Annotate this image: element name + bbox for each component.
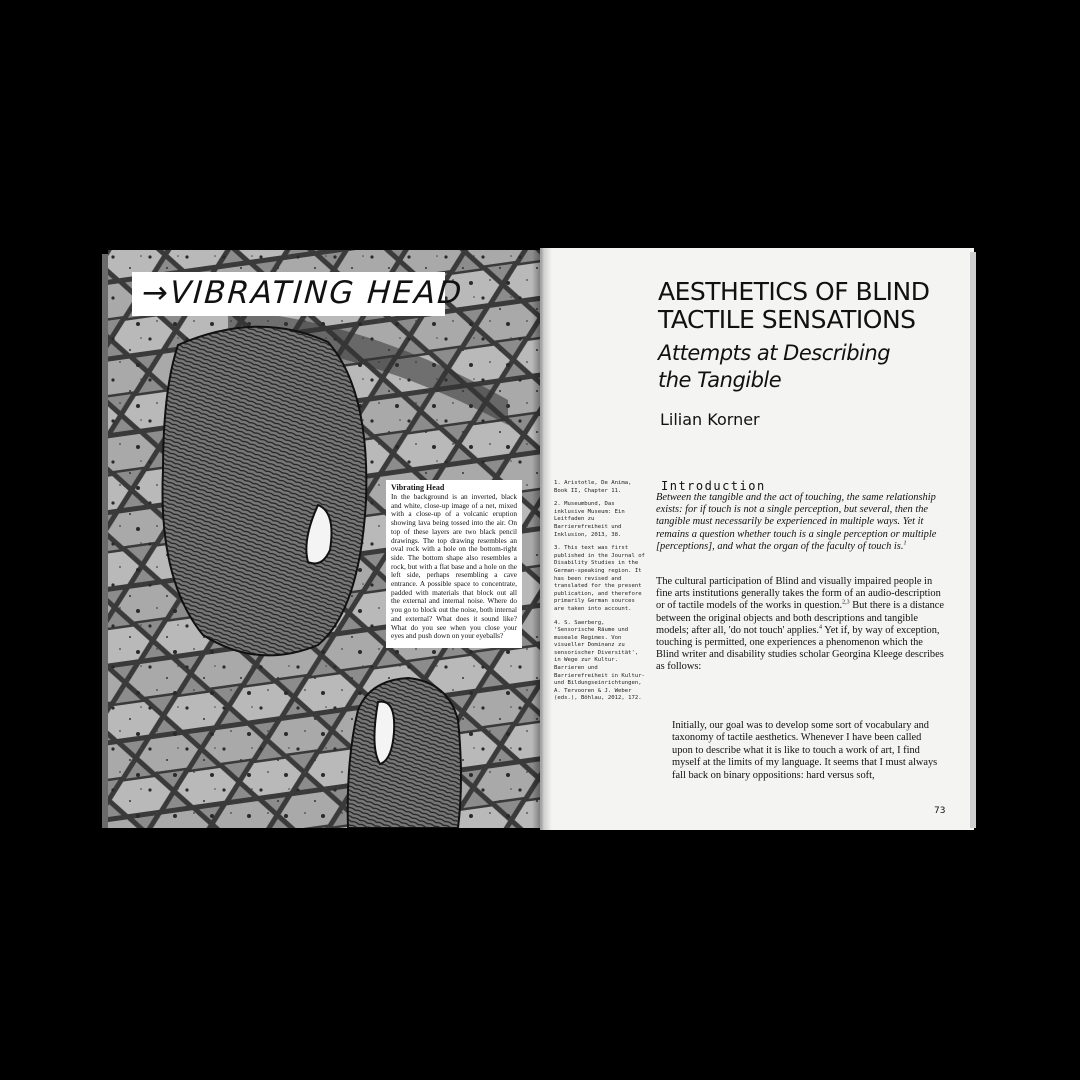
- paragraph-part-3: Yet if, by way of exception, touching is permitted, one experiences a phenomenon which the Blind writer and disability studies scholar Georgina Kleege describes as follows:: [656, 624, 944, 673]
- article-title-line-1: AESTHETICS OF BLIND: [658, 277, 930, 306]
- page-number: 73: [934, 806, 946, 816]
- magazine-spread: [108, 248, 974, 830]
- block-quote: Initially, our goal was to develop some sort of vocabulary and taxonomy of tactile aesthetics. Whenever I have been called upon to describe what it is like to touch a work of art, I find myself at the limits of my language. It seems that I must always fall back on binary oppositions: hard versus soft,: [672, 720, 938, 781]
- caption-title: Vibrating Head: [391, 483, 445, 492]
- handwritten-title-label: [132, 272, 465, 316]
- note-ref-4: 4: [819, 624, 823, 631]
- page-edge-right: [970, 252, 976, 828]
- footnote-3: 3. This text was first published in the Journal of Disability Studies in the German-speaking region. It has been revised and translated for the present publication, and therefore primarily German sources are taken into account.: [554, 545, 645, 612]
- epigraph: [656, 492, 948, 553]
- article-subtitle-line-2: the Tangible: [658, 368, 782, 392]
- article-title-line-2: TACTILE SENSATIONS: [658, 305, 916, 334]
- body-paragraph: [656, 576, 948, 674]
- article-subtitle: [658, 340, 958, 394]
- right-page: [540, 248, 974, 830]
- handwritten-title: →VIBRATING HEAD: [140, 275, 465, 311]
- paragraph-part-2: But there is a distance between the original objects and both descriptions and tangible models; after all, 'do not touch' applies.: [656, 600, 944, 636]
- footnotes: [554, 480, 646, 709]
- caption-box: [386, 480, 522, 648]
- footnote-4: 4. S. Saerberg, 'Sensorische Räume und museale Regimes. Von visueller Dominanz zu sensorischer Diversität', in Wege zur Kultur. Barrieren und Barrierefreiheit in Kultur- und Bildungseinrichtungen, A. Tervooren & J. Weber (eds.), Böhlau, 2012, 172.: [554, 619, 645, 702]
- author-name: Lilian Korner: [660, 410, 760, 429]
- epigraph-text: Between the tangible and the act of touching, the same relationship exists: for if touch is not a single perception, but several, then the tangible must necessarily be experienced in multiple ways. Yet it remains a question whether touch is a single perception or multiple [perceptions], and what the organ of the faculty of touch is.: [656, 492, 937, 552]
- caption-body: In the background is an inverted, black and white, close-up image of a net, mixed with a close-up of a volcanic eruption showing lava being tossed into the air. On top of these layers are two black pencil drawings. The top drawing resembles an oval rock with a hole on the bottom-right side. The bottom shape also resembles a rock, but with a flat base and a hole on the left side, perhaps resembling a cave entrance. A possible space to concentrate, padded with materials that block out all the external and internal noise. Where do you go to block out the noise, both internal and external? What does it sound like? What do you see when you close your eyes and push down on your eyeballs?: [391, 492, 517, 641]
- footnote-1: 1. Aristotle, De Anima, Book II, Chapter 11.: [554, 480, 632, 494]
- left-page: [108, 250, 540, 828]
- article-title: [658, 278, 958, 334]
- paragraph-part-1: The cultural participation of Blind and visually impaired people in fine arts institutions generally takes the form of an audio-description or of tactile models of the works in question.: [656, 576, 941, 612]
- footnote-2: 2. Museumbund, Das inklusive Museum: Ein Leitfaden zu Barrierefreiheit und Inklusion, 2013, 38.: [554, 501, 625, 538]
- note-ref-2-3: 2,3: [842, 599, 850, 606]
- epigraph-note-ref: 1: [903, 540, 907, 547]
- section-heading: Introduction: [661, 479, 766, 493]
- article-subtitle-line-1: Attempts at Describing: [658, 341, 891, 365]
